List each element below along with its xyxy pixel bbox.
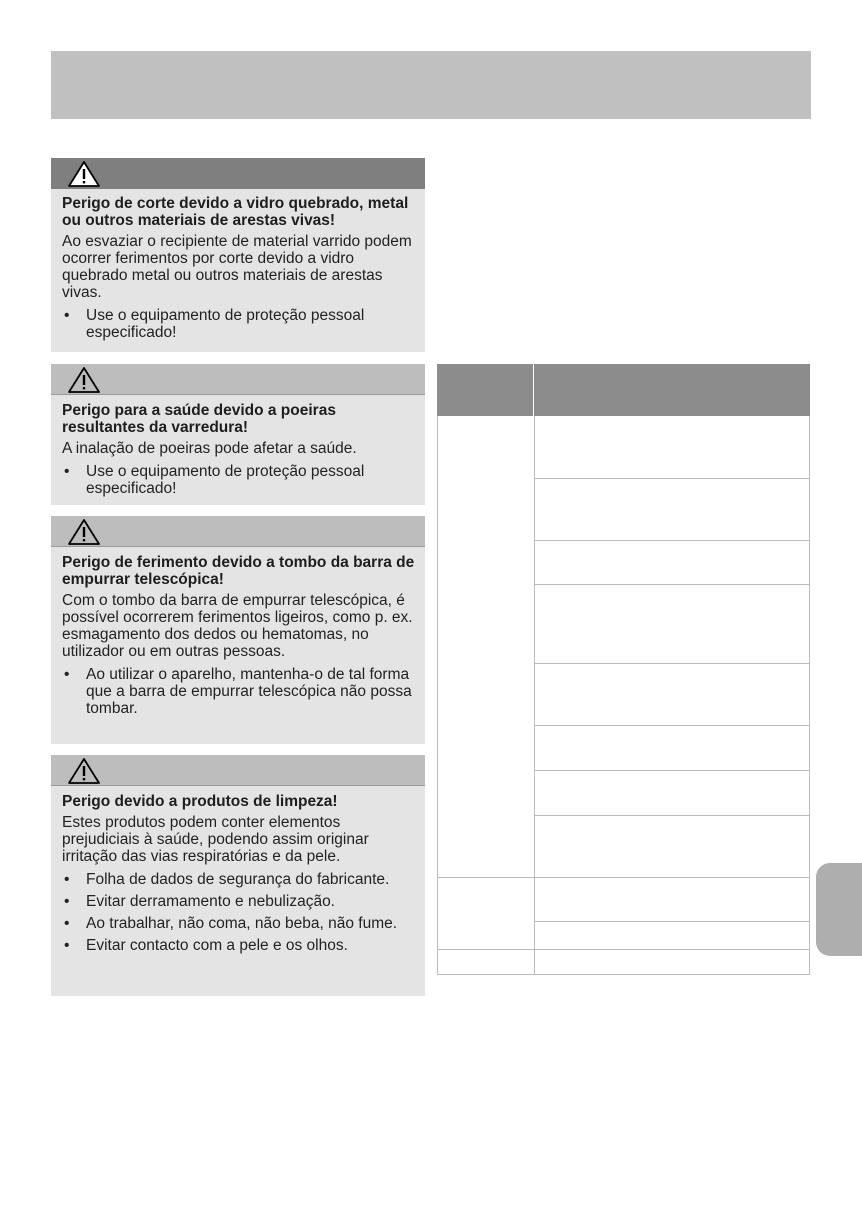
warning-bullet-list — [62, 666, 415, 717]
warning-triangle-icon — [67, 160, 101, 188]
warning-header — [51, 158, 425, 189]
warning-box-dust-hazard — [51, 364, 425, 505]
warning-header — [51, 516, 425, 547]
table-column-divider — [534, 416, 535, 974]
warning-bullet-list — [62, 307, 415, 341]
warning-bullet: • Use o equipamento de proteção pessoal especificado! — [62, 463, 415, 497]
table-row-divider — [438, 877, 809, 878]
warning-text: Com o tombo da barra de empurrar telescópica, é possível ocorrerem ferimentos ligeiros, como p. ex. esmagamento dos dedos ou hematomas, no utilizador ou em outras pessoas. — [62, 592, 413, 660]
warning-bullet: • Ao trabalhar, não coma, não beba, não fume. — [62, 915, 415, 932]
table-row-divider — [534, 815, 809, 816]
warning-title: Perigo para a saúde devido a poeiras resultantes da varredura! — [62, 402, 336, 436]
warning-box-tipping-hazard — [51, 516, 425, 744]
warning-triangle-icon — [67, 757, 101, 785]
warning-bullet: • Evitar derramamento e nebulização. — [62, 893, 415, 910]
table-body — [437, 416, 810, 975]
warning-header — [51, 755, 425, 786]
table-row-divider — [438, 949, 809, 950]
warning-bullet: • Ao utilizar o aparelho, mantenha-o de tal forma que a barra de empurrar telescópica não possa tombar. — [62, 666, 415, 717]
table-row-divider — [534, 770, 809, 771]
warning-bullet: • Folha de dados de segurança do fabricante. — [62, 871, 415, 888]
table-row-divider — [534, 478, 809, 479]
warning-bullet-list — [62, 463, 415, 497]
warning-triangle-icon — [67, 366, 101, 394]
table-row-divider — [534, 584, 809, 585]
warning-box-cut-hazard — [51, 158, 425, 352]
warning-text: A inalação de poeiras pode afetar a saúde. — [62, 440, 357, 457]
warning-bullet-list — [62, 871, 415, 954]
table-header — [437, 364, 810, 416]
warning-header — [51, 364, 425, 395]
warning-title: Perigo de corte devido a vidro quebrado, metal ou outros materiais de arestas vivas! — [62, 195, 409, 229]
table-row-divider — [534, 663, 809, 664]
table-row-divider — [534, 921, 809, 922]
table-header-divider — [533, 364, 534, 416]
warning-bullet: • Use o equipamento de proteção pessoal especificado! — [62, 307, 415, 341]
warning-title: Perigo de ferimento devido a tombo da barra de empurrar telescópica! — [62, 554, 415, 588]
warning-title: Perigo devido a produtos de limpeza! — [62, 793, 338, 810]
warning-box-cleaning-agents — [51, 755, 425, 996]
warning-text: Estes produtos podem conter elementos prejudiciais à saúde, podendo assim originar irritação das vias respiratórias e da pele. — [62, 814, 369, 865]
table-row-divider — [534, 725, 809, 726]
chapter-tab — [816, 863, 862, 956]
table — [437, 364, 810, 976]
table-row-divider — [534, 540, 809, 541]
page-header-band — [51, 51, 811, 119]
warning-text: Ao esvaziar o recipiente de material varrido podem ocorrer ferimentos por corte devido a vidro quebrado metal ou outros materiais de arestas vivas. — [62, 233, 412, 301]
warning-bullet: • Evitar contacto com a pele e os olhos. — [62, 937, 415, 954]
warning-triangle-icon — [67, 518, 101, 546]
